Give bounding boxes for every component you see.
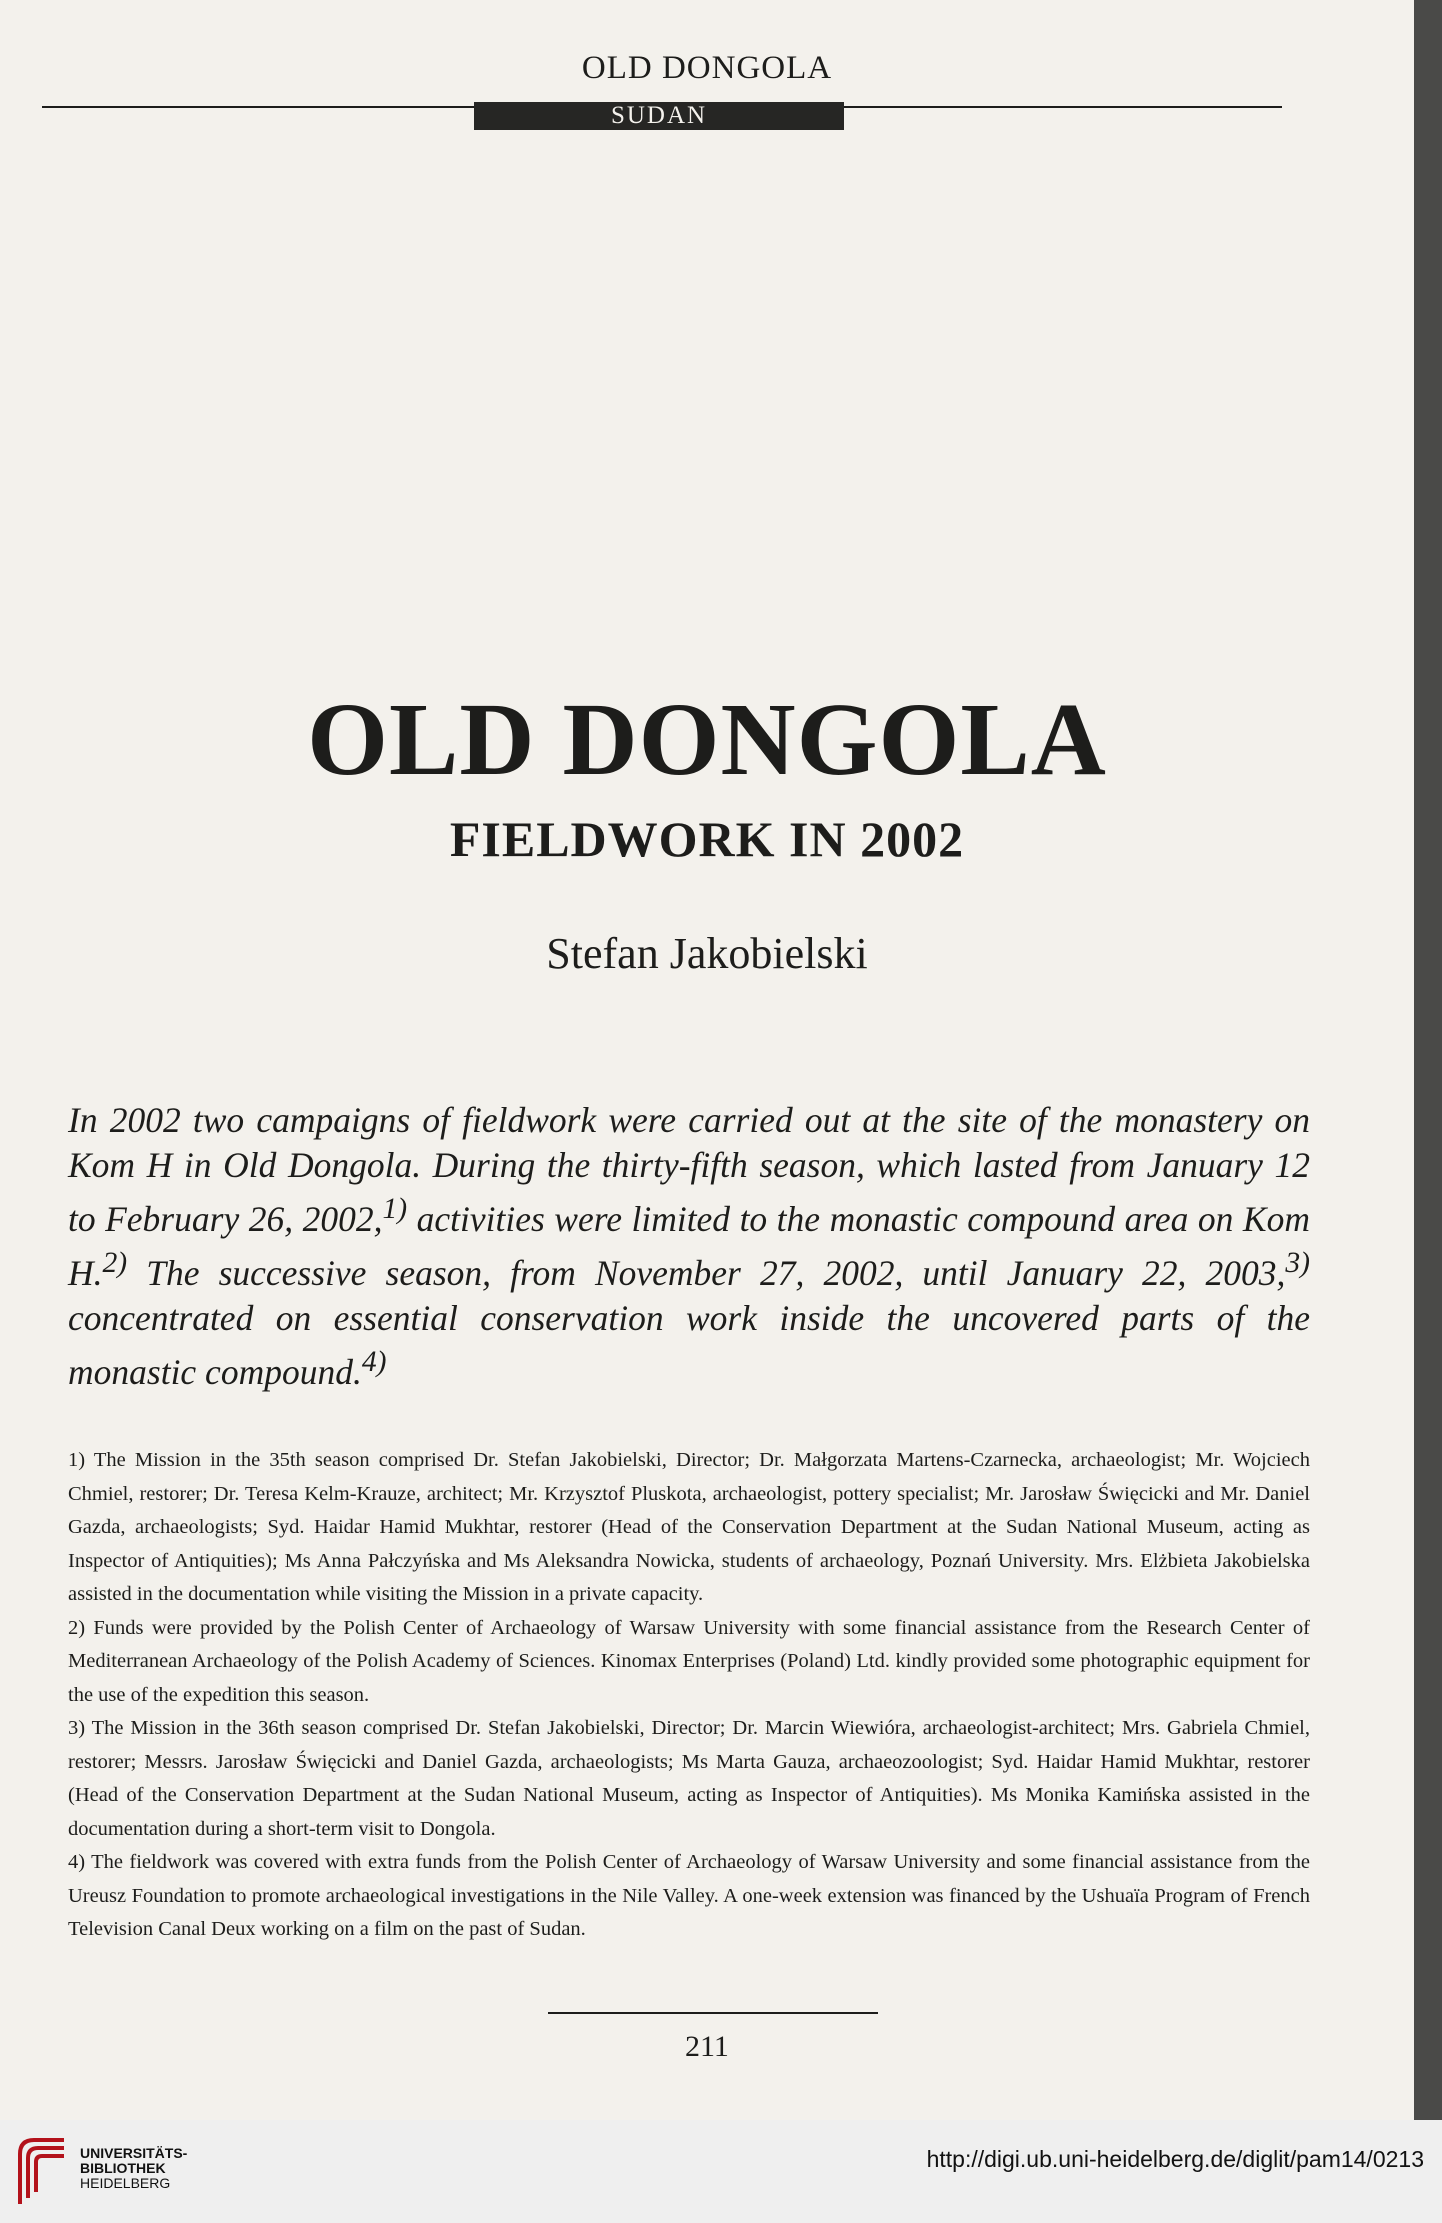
footnote: 3) The Mission in the 36th season comprised Dr. Stefan Jakobielski, Director; Dr. Marcin Wiewióra, archaeologist-architect; Mrs. Gabriela Chmiel, restorer; Messrs. Jarosław Święcicki and Daniel Gazda, archaeologists; Ms Marta Gauza, archaeozoologist; Syd. Haidar Hamid Mukhtar, restorer (Head of the Conservation Department at the Sudan National Museum, acting as Inspector of Antiquities). Ms Monika Kamińska assisted in the documentation during a short-term visit to Dongola. <box>68 1717 1310 1840</box>
section-label: SUDAN <box>474 102 844 130</box>
footnote: 1) The Mission in the 35th season comprised Dr. Stefan Jakobielski, Director; Dr. Małgorzata Martens-Czarnecka, archaeologist; Mr. Wojciech Chmiel, restorer; Dr. Teresa Kelm-Krauze, architect; Mr. Krzysztof Pluskota, archaeologist, pottery specialist; Mr. Jarosław Święcicki and Mr. Daniel Gazda, archaeologists; Syd. Haidar Hamid Mukhtar, restorer (Head of the Conservation Department at the Sudan National Museum, acting as Inspector of Antiquities); Ms Anna Pałczyńska and Ms Aleksandra Nowicka, students of archaeology, Poznań University. Mrs. Elżbieta Jakobielska assisted in the documentation while visiting the Mission in a private capacity. <box>68 1449 1310 1605</box>
library-name-line: HEIDELBERG <box>80 2175 171 2191</box>
footnote: 2) Funds were provided by the Polish Center of Archaeology of Warsaw University with some financial assistance from the Research Center of Mediterranean Archaeology of the Polish Academy of Sciences. Kinomax Enterprises (Poland) Ltd. kindly provided some photographic equipment for the use of the expedition this season. <box>68 1616 1310 1706</box>
library-name-line: BIBLIOTHEK <box>80 2160 166 2176</box>
author-name: Stefan Jakobielski <box>546 929 868 978</box>
abstract-text: The successive season, from November 27, 2002, until January 22, 2003, <box>127 1253 1286 1294</box>
article-subtitle: FIELDWORK IN 2002 <box>449 811 965 867</box>
abstract-text: concentrated on essential conservation work inside the uncovered parts of the monastic compound. <box>68 1297 1310 1392</box>
page-number: 211 <box>685 2030 729 2063</box>
library-name-line: UNIVERSITÄTS- <box>80 2145 188 2161</box>
abstract <box>68 1098 1310 1394</box>
footnotes <box>68 1444 1310 1947</box>
article-title: OLD DONGOLA <box>307 682 1107 797</box>
footnote-ref: 2) <box>102 1247 128 1280</box>
library-logo-icon <box>16 2134 68 2208</box>
library-footer <box>0 2120 1442 2223</box>
library-name <box>80 2146 187 2191</box>
footnote: 4) The fieldwork was covered with extra funds from the Polish Center of Archaeology of Warsaw University and some financial assistance from the Ureusz Foundation to promote archaeological investigations in the Nile Valley. A one-week extension was financed by the Ushuaïa Program of French Television Canal Deux working on a film on the past of Sudan. <box>68 1851 1310 1940</box>
footnote-ref: 1) <box>382 1193 408 1225</box>
footnote-ref: 4) <box>361 1346 387 1379</box>
running-head: OLD DONGOLA <box>581 50 833 86</box>
page-number-rule <box>548 2012 878 2014</box>
abstract-text: In 2002 two campaigns of fieldwork were carried out at the site of the monastery on Kom H in Old Dongola. During the thirty-fifth season, which lasted from January 12 to February 26, 2002, <box>68 1100 1310 1239</box>
source-url-link[interactable]: http://digi.ub.uni-heidelberg.de/diglit/pam14/0213 <box>926 2146 1424 2172</box>
footnote-ref: 3) <box>1285 1247 1310 1280</box>
abstract-text: activities were limited to the monastic compound area on Kom H. <box>68 1198 1310 1294</box>
